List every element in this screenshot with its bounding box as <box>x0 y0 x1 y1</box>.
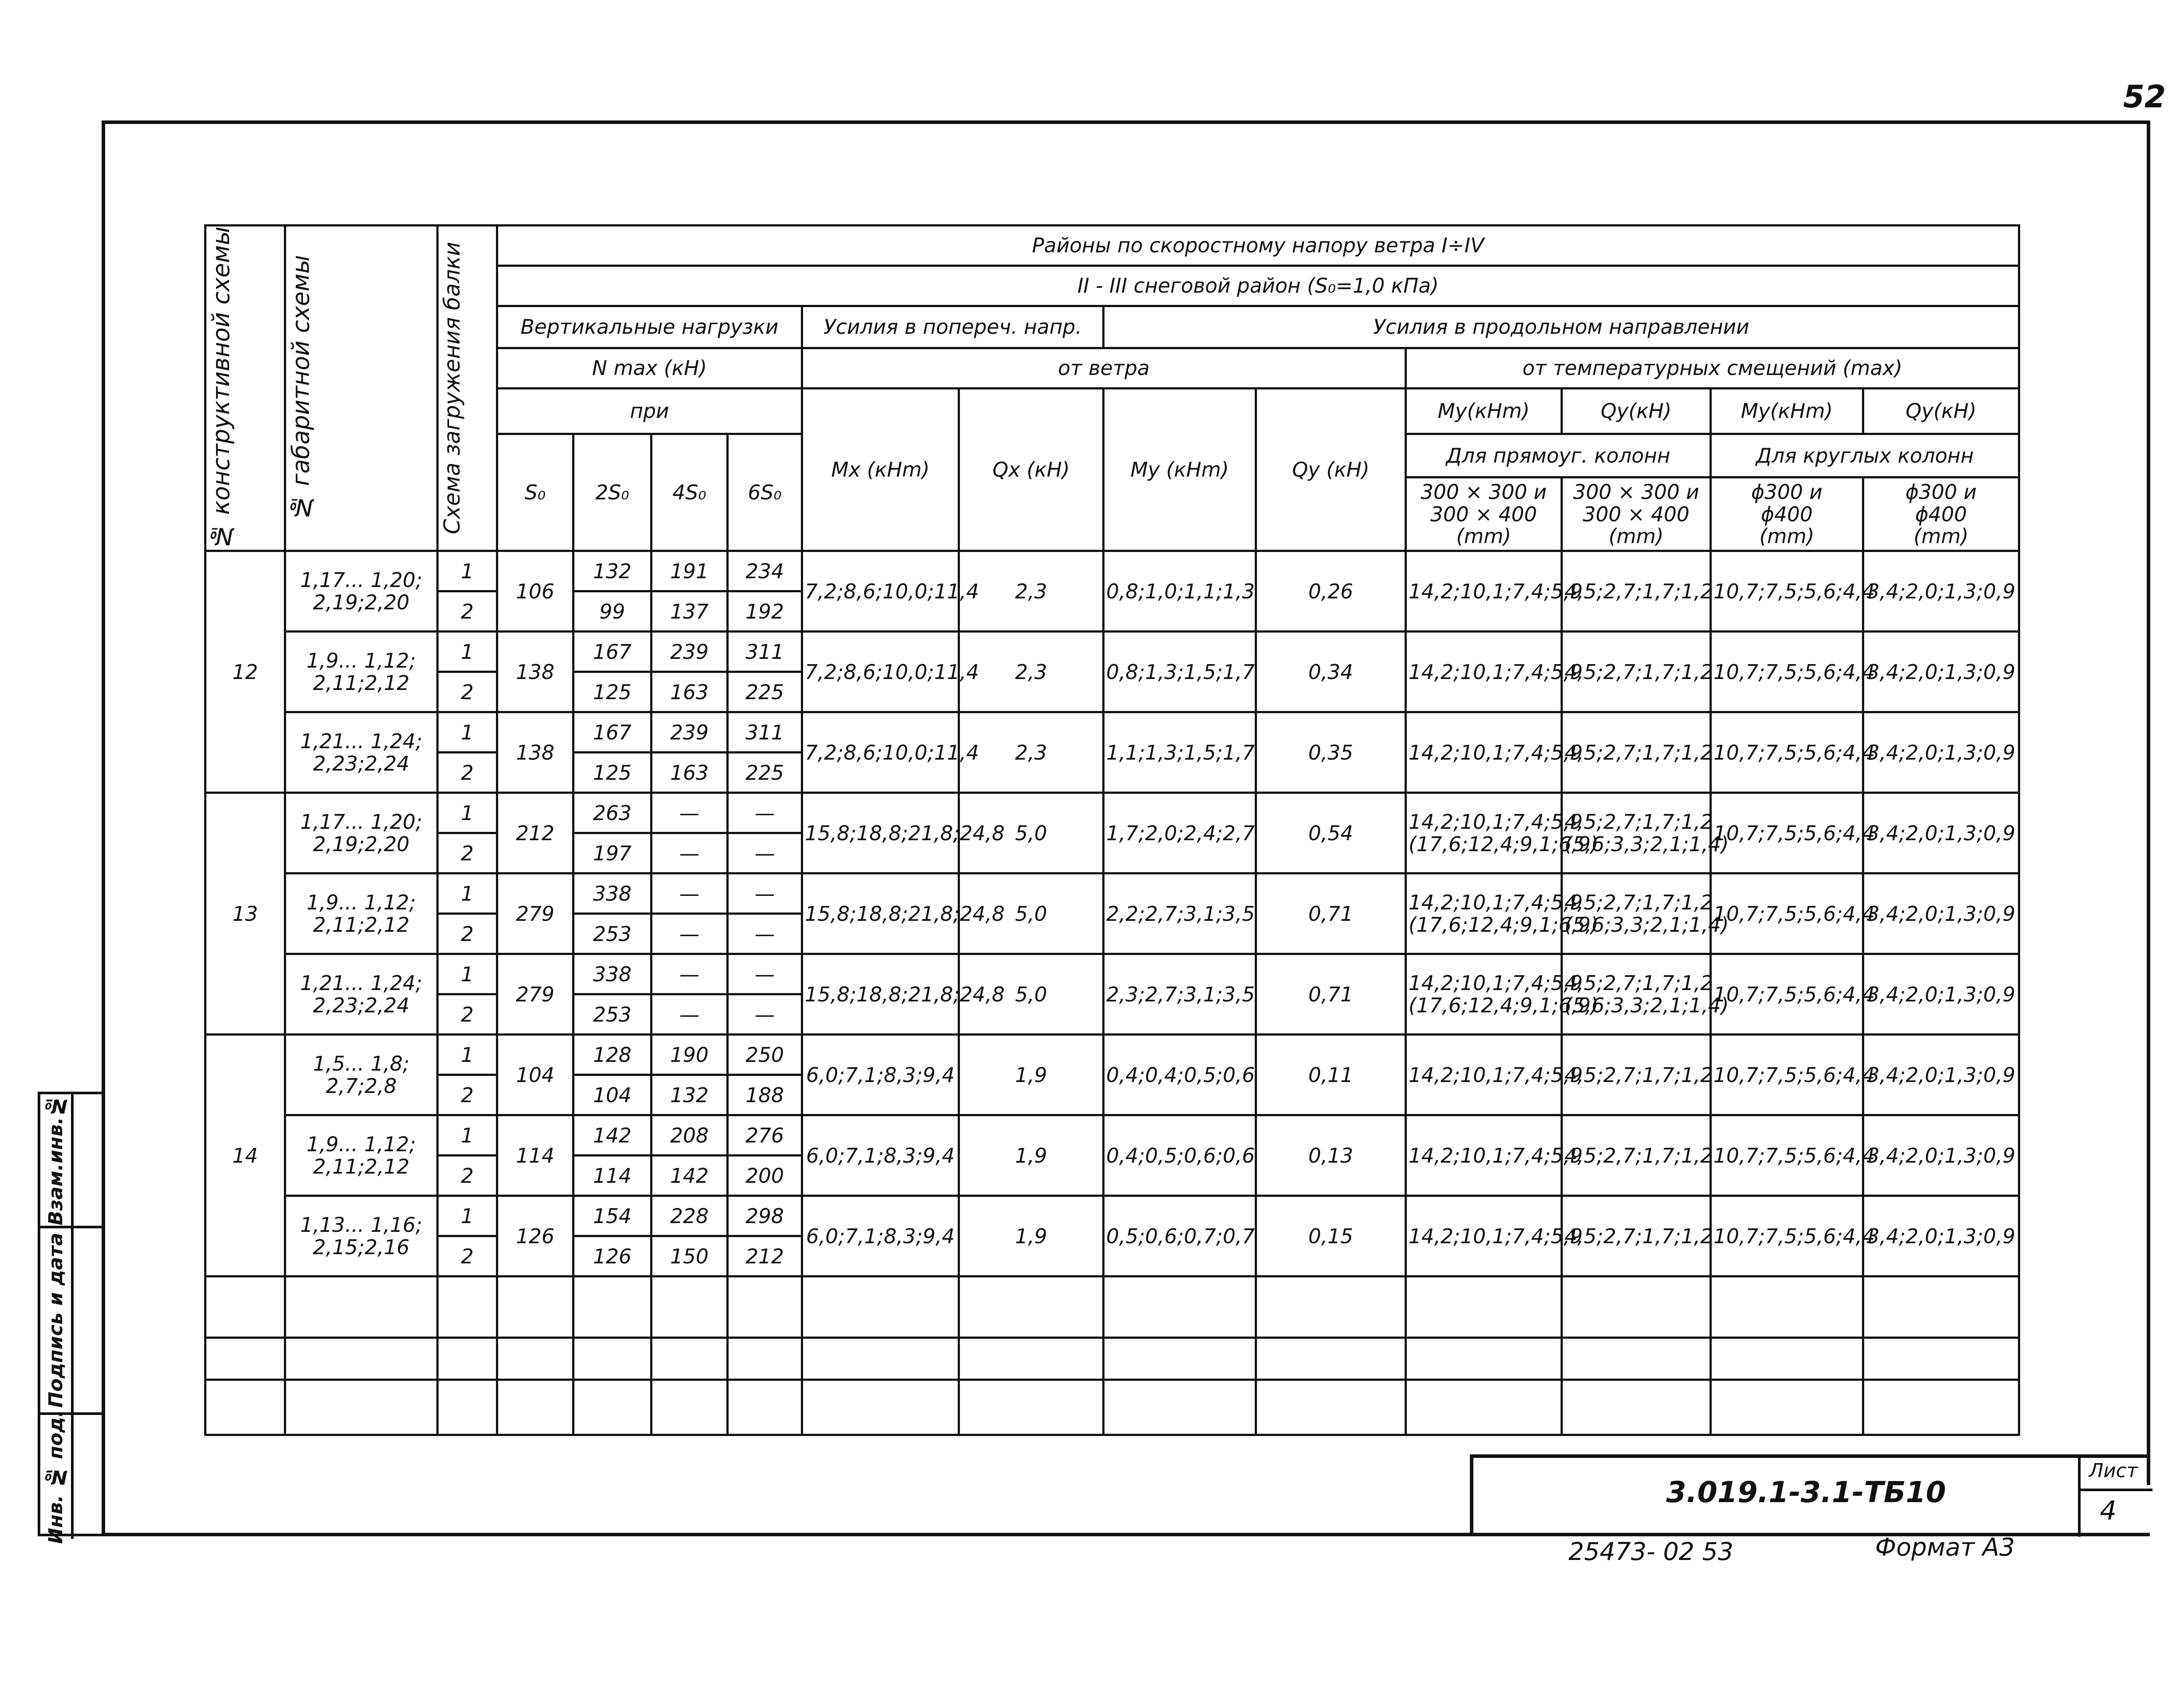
n-s0: 106 <box>497 551 573 632</box>
wind-qx: 2,3 <box>959 712 1104 793</box>
n-2s0: 125 <box>573 672 651 712</box>
n-6s0: — <box>728 874 802 914</box>
gabarit-scheme: 1,21... 1,24; 2,23;2,24 <box>285 712 438 793</box>
header-temp: от температурных смещений (max) <box>1406 348 2019 389</box>
scheme-number: 14 <box>205 1035 285 1277</box>
temp-qy-rect: 4,5;2,7;1,7;1,2 <box>1562 1115 1711 1196</box>
temp-qy-round: 3,4;2,0;1,3;0,9 <box>1863 632 2019 712</box>
header-6s0: 6S₀ <box>728 434 802 551</box>
load-scheme-2: 2 <box>438 994 497 1035</box>
wind-qy: 0,26 <box>1256 551 1406 632</box>
empty-cell <box>285 1338 438 1380</box>
n-4s0: 163 <box>651 753 728 793</box>
scheme-number: 12 <box>205 551 285 793</box>
load-scheme-2: 2 <box>438 591 497 632</box>
temp-my-rect: 14,2;10,1;7,4;5,9 (17,6;12,4;9,1;6,9) <box>1406 874 1562 954</box>
scheme-number: 13 <box>205 793 285 1035</box>
wind-qx: 5,0 <box>959 954 1104 1035</box>
n-4s0: 132 <box>651 1075 728 1115</box>
wind-qx: 2,3 <box>959 632 1104 712</box>
wind-my: 0,4;0,5;0,6;0,6 <box>1104 1115 1256 1196</box>
wind-my: 1,7;2,0;2,4;2,7 <box>1104 793 1256 874</box>
table-row <box>205 1115 2019 1156</box>
table-row <box>205 1035 2019 1075</box>
temp-my-rect: 14,2;10,1;7,4;5,9 <box>1406 1115 1562 1196</box>
empty-cell <box>497 1380 573 1435</box>
table-row <box>205 954 2019 994</box>
n-4s0: 150 <box>651 1236 728 1277</box>
n-6s0: 250 <box>728 1035 802 1075</box>
temp-qy-round: 3,4;2,0;1,3;0,9 <box>1863 1035 2019 1115</box>
empty-cell <box>438 1277 497 1338</box>
table-row <box>205 874 2019 914</box>
empty-cell <box>651 1338 728 1380</box>
empty-cell <box>1562 1277 1711 1338</box>
format-label: Формат А3 <box>1875 1533 2015 1562</box>
wind-my: 0,4;0,4;0,5;0,6 <box>1104 1035 1256 1115</box>
empty-cell <box>1256 1277 1406 1338</box>
n-6s0: — <box>728 793 802 833</box>
wind-mx: 6,0;7,1;8,3;9,4 <box>802 1035 959 1115</box>
n-6s0: 234 <box>728 551 802 591</box>
n-6s0: 311 <box>728 632 802 672</box>
page-number: 52 <box>2123 79 2166 115</box>
load-scheme-1: 1 <box>438 954 497 994</box>
n-s0: 104 <box>497 1035 573 1115</box>
temp-my-rect: 14,2;10,1;7,4;5,9 (17,6;12,4;9,1;6,9) <box>1406 954 1562 1035</box>
side-inv: Инв. № под. <box>40 1415 74 1539</box>
empty-cell <box>1256 1380 1406 1435</box>
wind-mx: 15,8;18,8;21,8;24,8 <box>802 954 959 1035</box>
table-row <box>205 712 2019 753</box>
temp-qy-round: 3,4;2,0;1,3;0,9 <box>1863 551 2019 632</box>
empty-cell <box>1406 1338 1562 1380</box>
empty-cell <box>959 1338 1104 1380</box>
empty-row <box>205 1380 2019 1435</box>
header-my-round: My(кНm) <box>1711 389 1863 434</box>
n-4s0: — <box>651 874 728 914</box>
empty-cell <box>1406 1380 1562 1435</box>
empty-cell <box>1711 1380 1863 1435</box>
empty-cell <box>1711 1277 1863 1338</box>
n-6s0: 298 <box>728 1196 802 1236</box>
empty-row <box>205 1338 2019 1380</box>
n-2s0: 114 <box>573 1156 651 1196</box>
empty-cell <box>1863 1277 2019 1338</box>
header-my: My (кНm) <box>1104 389 1256 551</box>
empty-row <box>205 1277 2019 1338</box>
load-scheme-2: 2 <box>438 1156 497 1196</box>
side-stamp <box>38 1092 103 1544</box>
load-scheme-1: 1 <box>438 632 497 672</box>
empty-cell <box>959 1277 1104 1338</box>
temp-my-rect: 14,2;10,1;7,4;5,9 (17,6;12,4;9,1;6,9) <box>1406 793 1562 874</box>
header-2s0: 2S₀ <box>573 434 651 551</box>
load-scheme-1: 1 <box>438 1196 497 1236</box>
header-pri: при <box>497 389 802 434</box>
n-s0: 138 <box>497 632 573 712</box>
wind-qy: 0,71 <box>1256 874 1406 954</box>
empty-cell <box>1711 1338 1863 1380</box>
header-scheme: № конструктивной схемы <box>205 226 285 551</box>
gabarit-scheme: 1,17... 1,20; 2,19;2,20 <box>285 551 438 632</box>
n-2s0: 125 <box>573 753 651 793</box>
sheet-label: Лист <box>2089 1460 2138 1482</box>
empty-cell <box>285 1277 438 1338</box>
wind-mx: 6,0;7,1;8,3;9,4 <box>802 1196 959 1277</box>
header-mx: Mx (кНm) <box>802 389 959 551</box>
n-4s0: 142 <box>651 1156 728 1196</box>
side-sign: Подпись и дата <box>40 1228 74 1412</box>
temp-qy-rect: 4,5;2,7;1,7;1,2 (5,6;3,3;2,1;1,4) <box>1562 793 1711 874</box>
wind-mx: 7,2;8,6;10,0;11,4 <box>802 712 959 793</box>
n-2s0: 104 <box>573 1075 651 1115</box>
temp-my-round: 10,7;7,5;5,6;4,4 <box>1711 793 1863 874</box>
n-4s0: — <box>651 954 728 994</box>
load-scheme-2: 2 <box>438 1236 497 1277</box>
wind-my: 0,8;1,0;1,1;1,3 <box>1104 551 1256 632</box>
n-4s0: 239 <box>651 632 728 672</box>
n-6s0: — <box>728 954 802 994</box>
empty-cell <box>1104 1277 1256 1338</box>
header-dim-round-my: ϕ300 и ϕ400 (mm) <box>1711 477 1863 551</box>
n-s0: 114 <box>497 1115 573 1196</box>
n-s0: 279 <box>497 954 573 1035</box>
gabarit-scheme: 1,21... 1,24; 2,23;2,24 <box>285 954 438 1035</box>
table-row <box>205 793 2019 833</box>
empty-cell <box>573 1380 651 1435</box>
empty-cell <box>1406 1277 1562 1338</box>
empty-cell <box>959 1380 1104 1435</box>
order-number: 25473- 02 53 <box>1568 1538 1734 1566</box>
wind-mx: 7,2;8,6;10,0;11,4 <box>802 632 959 712</box>
n-6s0: 212 <box>728 1236 802 1277</box>
header-qy-round: Qy(кН) <box>1863 389 2019 434</box>
side-replace: Взам.инв.№ <box>40 1094 74 1226</box>
empty-cell <box>205 1277 285 1338</box>
n-2s0: 338 <box>573 954 651 994</box>
header-dim-round-qy: ϕ300 и ϕ400 (mm) <box>1863 477 2019 551</box>
loads-table <box>204 224 2020 1436</box>
temp-my-round: 10,7;7,5;5,6;4,4 <box>1711 1035 1863 1115</box>
empty-cell <box>802 1338 959 1380</box>
n-4s0: 137 <box>651 591 728 632</box>
empty-cell <box>438 1380 497 1435</box>
n-2s0: 132 <box>573 551 651 591</box>
load-scheme-2: 2 <box>438 753 497 793</box>
empty-cell <box>1562 1380 1711 1435</box>
gabarit-scheme: 1,9... 1,12; 2,11;2,12 <box>285 632 438 712</box>
n-6s0: 200 <box>728 1156 802 1196</box>
empty-cell <box>1562 1338 1711 1380</box>
load-scheme-2: 2 <box>438 833 497 874</box>
temp-my-round: 10,7;7,5;5,6;4,4 <box>1711 1115 1863 1196</box>
wind-qy: 0,15 <box>1256 1196 1406 1277</box>
table-row <box>205 551 2019 591</box>
header-load-scheme: Схема загружения балки <box>438 226 497 551</box>
temp-qy-rect: 4,5;2,7;1,7;1,2 <box>1562 632 1711 712</box>
header-nmax: N max (кН) <box>497 348 802 389</box>
wind-qy: 0,35 <box>1256 712 1406 793</box>
n-2s0: 263 <box>573 793 651 833</box>
header-district: Районы по скоростному напору ветра I÷IV <box>497 226 2019 266</box>
empty-cell <box>205 1338 285 1380</box>
n-2s0: 167 <box>573 632 651 672</box>
empty-cell <box>205 1380 285 1435</box>
n-6s0: 192 <box>728 591 802 632</box>
temp-my-round: 10,7;7,5;5,6;4,4 <box>1711 632 1863 712</box>
empty-cell <box>573 1338 651 1380</box>
temp-my-rect: 14,2;10,1;7,4;5,9 <box>1406 632 1562 712</box>
gabarit-scheme: 1,9... 1,12; 2,11;2,12 <box>285 874 438 954</box>
n-4s0: — <box>651 994 728 1035</box>
n-2s0: 253 <box>573 914 651 954</box>
sheet-value: 4 <box>2100 1496 2117 1526</box>
header-wind: от ветра <box>802 348 1406 389</box>
temp-qy-round: 3,4;2,0;1,3;0,9 <box>1863 1115 2019 1196</box>
empty-cell <box>573 1277 651 1338</box>
empty-cell <box>497 1277 573 1338</box>
wind-qy: 0,71 <box>1256 954 1406 1035</box>
n-2s0: 128 <box>573 1035 651 1075</box>
wind-qx: 1,9 <box>959 1115 1104 1196</box>
n-4s0: 239 <box>651 712 728 753</box>
n-6s0: 311 <box>728 712 802 753</box>
empty-cell <box>728 1277 802 1338</box>
temp-my-round: 10,7;7,5;5,6;4,4 <box>1711 874 1863 954</box>
n-2s0: 167 <box>573 712 651 753</box>
empty-cell <box>651 1380 728 1435</box>
load-scheme-2: 2 <box>438 672 497 712</box>
header-qx: Qx (кН) <box>959 389 1104 551</box>
load-scheme-2: 2 <box>438 914 497 954</box>
empty-cell <box>1104 1338 1256 1380</box>
n-6s0: — <box>728 994 802 1035</box>
gabarit-scheme: 1,9... 1,12; 2,11;2,12 <box>285 1115 438 1196</box>
load-scheme-1: 1 <box>438 793 497 833</box>
temp-my-round: 10,7;7,5;5,6;4,4 <box>1711 1196 1863 1277</box>
gabarit-scheme: 1,17... 1,20; 2,19;2,20 <box>285 793 438 874</box>
header-dim-rect-qy: 300 × 300 и 300 × 400 (mm) <box>1562 477 1711 551</box>
wind-qy: 0,13 <box>1256 1115 1406 1196</box>
n-s0: 138 <box>497 712 573 793</box>
n-6s0: — <box>728 833 802 874</box>
empty-cell <box>285 1380 438 1435</box>
n-2s0: 142 <box>573 1115 651 1156</box>
n-6s0: 188 <box>728 1075 802 1115</box>
wind-my: 2,3;2,7;3,1;3,5 <box>1104 954 1256 1035</box>
temp-my-rect: 14,2;10,1;7,4;5,9 <box>1406 712 1562 793</box>
temp-qy-rect: 4,5;2,7;1,7;1,2 <box>1562 1035 1711 1115</box>
temp-my-rect: 14,2;10,1;7,4;5,9 <box>1406 1196 1562 1277</box>
wind-qx: 1,9 <box>959 1196 1104 1277</box>
header-s0: S₀ <box>497 434 573 551</box>
header-my-rect: My(кНm) <box>1406 389 1562 434</box>
load-scheme-2: 2 <box>438 1075 497 1115</box>
wind-mx: 7,2;8,6;10,0;11,4 <box>802 551 959 632</box>
temp-qy-round: 3,4;2,0;1,3;0,9 <box>1863 712 2019 793</box>
empty-cell <box>802 1277 959 1338</box>
n-6s0: 276 <box>728 1115 802 1156</box>
title-block <box>1470 1454 2150 1536</box>
gabarit-scheme: 1,13... 1,16; 2,15;2,16 <box>285 1196 438 1277</box>
temp-qy-rect: 4,5;2,7;1,7;1,2 <box>1562 551 1711 632</box>
n-2s0: 253 <box>573 994 651 1035</box>
temp-my-round: 10,7;7,5;5,6;4,4 <box>1711 551 1863 632</box>
gabarit-scheme: 1,5... 1,8; 2,7;2,8 <box>285 1035 438 1115</box>
wind-qx: 5,0 <box>959 874 1104 954</box>
empty-cell <box>1863 1338 2019 1380</box>
load-scheme-1: 1 <box>438 1115 497 1156</box>
n-s0: 212 <box>497 793 573 874</box>
header-vertical: Вертикальные нагрузки <box>497 306 802 348</box>
wind-qx: 2,3 <box>959 551 1104 632</box>
load-scheme-1: 1 <box>438 551 497 591</box>
wind-my: 2,2;2,7;3,1;3,5 <box>1104 874 1256 954</box>
empty-cell <box>438 1338 497 1380</box>
n-2s0: 154 <box>573 1196 651 1236</box>
wind-qx: 5,0 <box>959 793 1104 874</box>
empty-cell <box>497 1338 573 1380</box>
wind-mx: 6,0;7,1;8,3;9,4 <box>802 1115 959 1196</box>
empty-cell <box>651 1277 728 1338</box>
document-code: 3.019.1-3.1-ТБ10 <box>1666 1475 1946 1509</box>
n-4s0: 190 <box>651 1035 728 1075</box>
wind-qy: 0,54 <box>1256 793 1406 874</box>
load-scheme-1: 1 <box>438 712 497 753</box>
n-2s0: 126 <box>573 1236 651 1277</box>
temp-my-rect: 14,2;10,1;7,4;5,9 <box>1406 1035 1562 1115</box>
empty-cell <box>1863 1380 2019 1435</box>
n-4s0: 228 <box>651 1196 728 1236</box>
temp-qy-round: 3,4;2,0;1,3;0,9 <box>1863 1196 2019 1277</box>
header-gabarit: № габаритной схемы <box>285 226 438 551</box>
wind-mx: 15,8;18,8;21,8;24,8 <box>802 874 959 954</box>
n-6s0: 225 <box>728 672 802 712</box>
temp-qy-round: 3,4;2,0;1,3;0,9 <box>1863 954 2019 1035</box>
temp-my-round: 10,7;7,5;5,6;4,4 <box>1711 712 1863 793</box>
n-s0: 126 <box>497 1196 573 1277</box>
load-scheme-1: 1 <box>438 1035 497 1075</box>
n-4s0: — <box>651 914 728 954</box>
table-row <box>205 1196 2019 1236</box>
load-scheme-1: 1 <box>438 874 497 914</box>
header-snow: II - III снеговой район (S₀=1,0 кПа) <box>497 266 2019 306</box>
wind-my: 0,8;1,3;1,5;1,7 <box>1104 632 1256 712</box>
temp-qy-round: 3,4;2,0;1,3;0,9 <box>1863 793 2019 874</box>
temp-qy-rect: 4,5;2,7;1,7;1,2 <box>1562 712 1711 793</box>
n-4s0: — <box>651 833 728 874</box>
table-row <box>205 632 2019 672</box>
empty-cell <box>1256 1338 1406 1380</box>
n-2s0: 197 <box>573 833 651 874</box>
wind-my: 1,1;1,3;1,5;1,7 <box>1104 712 1256 793</box>
header-rect-columns: Для прямоуг. колонн <box>1406 434 1711 477</box>
wind-qx: 1,9 <box>959 1035 1104 1115</box>
header-longitudinal: Усилия в продольном направлении <box>1104 306 2019 348</box>
drawing-frame-right <box>2147 120 2150 1485</box>
header-4s0: 4S₀ <box>651 434 728 551</box>
wind-my: 0,5;0,6;0,7;0,7 <box>1104 1196 1256 1277</box>
empty-cell <box>802 1380 959 1435</box>
wind-mx: 15,8;18,8;21,8;24,8 <box>802 793 959 874</box>
empty-cell <box>728 1338 802 1380</box>
temp-my-round: 10,7;7,5;5,6;4,4 <box>1711 954 1863 1035</box>
header-dim-rect-my: 300 × 300 и 300 × 400 (mm) <box>1406 477 1562 551</box>
n-4s0: — <box>651 793 728 833</box>
n-2s0: 99 <box>573 591 651 632</box>
temp-qy-rect: 4,5;2,7;1,7;1,2 (5,6;3,3;2,1;1,4) <box>1562 874 1711 954</box>
n-6s0: — <box>728 914 802 954</box>
n-s0: 279 <box>497 874 573 954</box>
header-transverse: Усилия в попереч. напр. <box>802 306 1104 348</box>
header-qy: Qy (кН) <box>1256 389 1406 551</box>
wind-qy: 0,34 <box>1256 632 1406 712</box>
temp-qy-rect: 4,5;2,7;1,7;1,2 <box>1562 1196 1711 1277</box>
n-4s0: 191 <box>651 551 728 591</box>
empty-cell <box>1104 1380 1256 1435</box>
n-4s0: 163 <box>651 672 728 712</box>
temp-my-rect: 14,2;10,1;7,4;5,9 <box>1406 551 1562 632</box>
temp-qy-round: 3,4;2,0;1,3;0,9 <box>1863 874 2019 954</box>
n-4s0: 208 <box>651 1115 728 1156</box>
header-round-columns: Для круглых колонн <box>1711 434 2019 477</box>
header-qy-rect: Qy(кН) <box>1562 389 1711 434</box>
temp-qy-rect: 4,5;2,7;1,7;1,2 (5,6;3,3;2,1;1,4) <box>1562 954 1711 1035</box>
wind-qy: 0,11 <box>1256 1035 1406 1115</box>
n-6s0: 225 <box>728 753 802 793</box>
empty-cell <box>728 1380 802 1435</box>
n-2s0: 338 <box>573 874 651 914</box>
